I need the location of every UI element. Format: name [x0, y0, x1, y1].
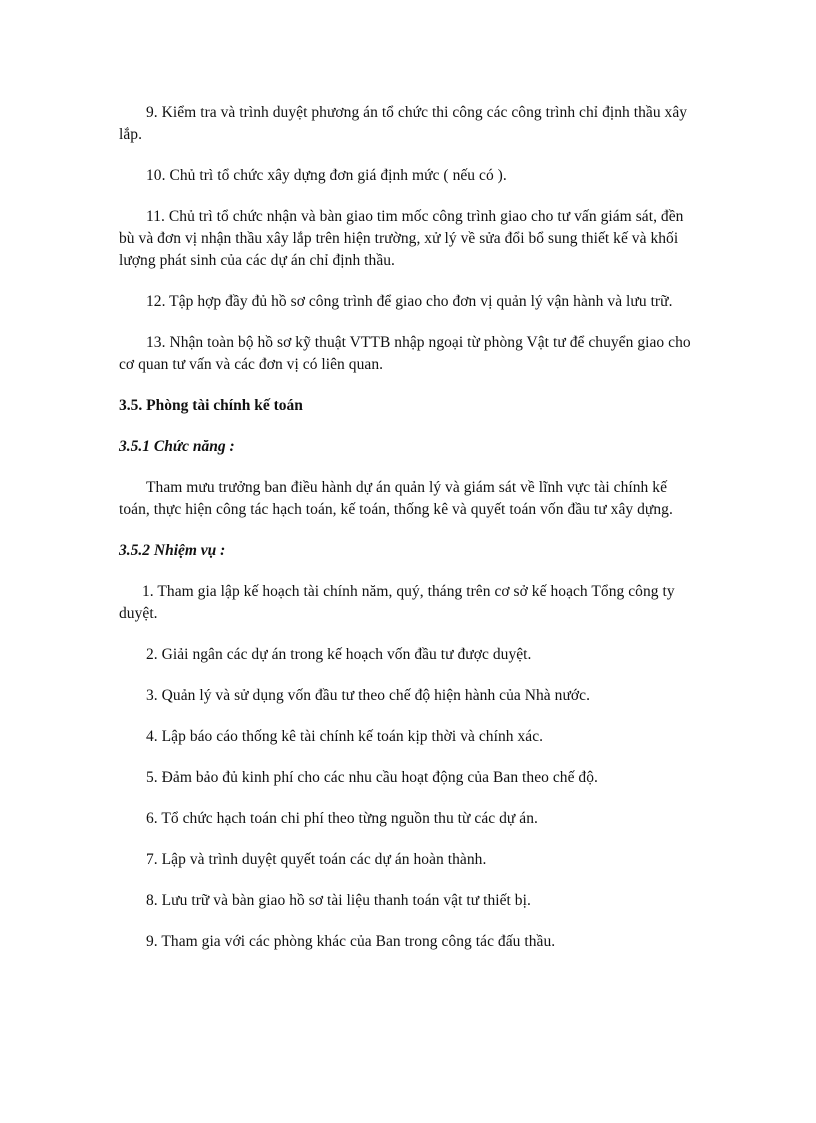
section-heading: 3.5. Phòng tài chính kế toán: [119, 397, 303, 414]
task-item-8: 8. Lưu trữ và bàn giao hồ sơ tài liệu thanh toán vật tư thiết bị.: [146, 892, 531, 909]
task-item-5: 5. Đảm bảo đủ kinh phí cho các nhu cầu hoạt động của Ban theo chế độ.: [146, 769, 598, 786]
task-item-4: 4. Lập báo cáo thống kê tài chính kế toán kịp thời và chính xác.: [146, 728, 544, 745]
paragraph-item-12: 12. Tập hợp đầy đủ hồ sơ công trình để giao cho đơn vị quản lý vận hành và lưu trữ.: [146, 293, 673, 310]
task-item-7: 7. Lập và trình duyệt quyết toán các dự án hoàn thành.: [146, 851, 487, 868]
function-heading: 3.5.1 Chức năng :: [119, 438, 235, 455]
task-item-3: 3. Quản lý và sử dụng vốn đầu tư theo chế độ hiện hành của Nhà nước.: [146, 687, 590, 704]
task-item-6: 6. Tổ chức hạch toán chi phí theo từng nguồn thu từ các dự án.: [146, 810, 538, 827]
paragraph-item-13: 13. Nhận toàn bộ hồ sơ kỹ thuật VTTB nhập ngoại từ phòng Vật tư để chuyển giao cho cơ quan tư vấn và các đơn vị có liên quan.: [119, 334, 691, 373]
task-item-9: 9. Tham gia với các phòng khác của Ban trong công tác đấu thầu.: [146, 933, 556, 950]
function-paragraph: Tham mưu trưởng ban điều hành dự án quản lý và giám sát về lĩnh vực tài chính kế toán, thực hiện công tác hạch toán, kế toán, thống kê và quyết toán vốn đầu tư xây dựng.: [119, 479, 673, 518]
task-item-2: 2. Giải ngân các dự án trong kế hoạch vốn đầu tư được duyệt.: [146, 646, 532, 663]
paragraph-item-11: 11. Chủ trì tổ chức nhận và bàn giao tim mốc công trình giao cho tư vấn giám sát, đền bù và đơn vị nhận thầu xây lắp trên hiện trường, xử lý về sửa đổi bổ sung thiết kế và khối lượng phát sinh của các dự án chỉ định thầu.: [119, 208, 684, 269]
task-item-1: 1. Tham gia lập kế hoạch tài chính năm, quý, tháng trên cơ sở kế hoạch Tổng công ty duyệt.: [119, 583, 675, 622]
paragraph-item-9: 9. Kiểm tra và trình duyệt phương án tổ chức thi công các công trình chỉ định thầu xây lắp.: [119, 104, 688, 143]
document-page: [119, 102, 691, 972]
tasks-heading: 3.5.2 Nhiệm vụ :: [119, 542, 226, 559]
paragraph-item-10: 10. Chủ trì tổ chức xây dựng đơn giá định mức ( nếu có ).: [146, 167, 507, 184]
